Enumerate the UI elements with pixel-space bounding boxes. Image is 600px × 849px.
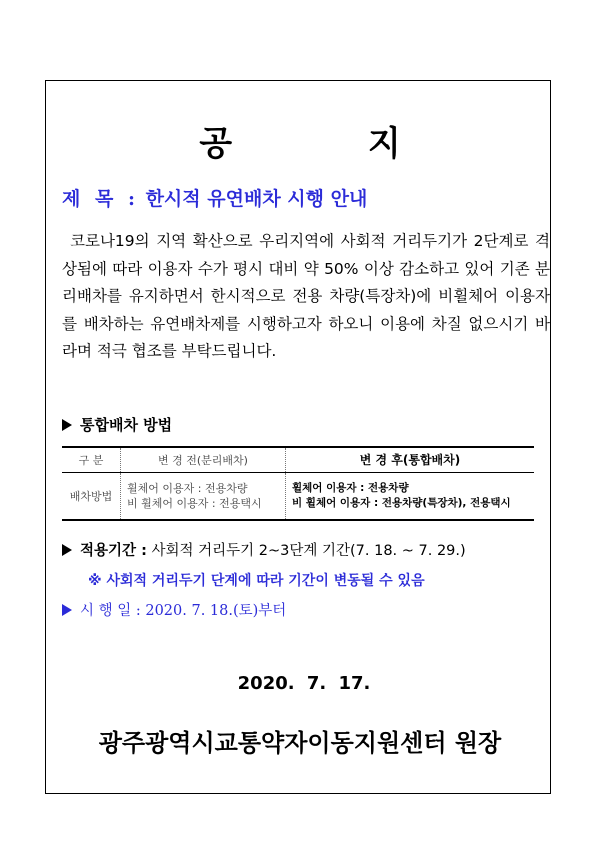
subject-label: 제 목 : [62,188,139,210]
header-before: 변 경 전(분리배차) [121,447,286,473]
before-line-1: 휠체어 이용자 : 전용차량 [127,482,248,495]
after-line-2: 비 휠체어 이용자 : 전용차량(특장차), 전용택시 [292,497,511,509]
after-line-1: 휠체어 이용자 : 전용차량 [292,482,409,494]
issue-date: 2020. 7. 17. [237,673,371,694]
notice-body [62,228,550,366]
triangle-bullet-icon [62,419,72,431]
subject-line [62,186,542,212]
subject-text: 한시적 유연배차 시행 안내 [145,188,368,210]
dispatch-method-table [62,446,534,521]
header-category: 구 분 [62,447,121,473]
effective-date [62,600,286,622]
cell-before [121,473,286,521]
header-after: 변 경 후(통합배차) [286,447,535,473]
before-line-2: 비 휠체어 이용자 : 전용택시 [127,497,262,510]
notice-title: 공 지 [199,124,463,164]
triangle-bullet-icon [62,604,72,616]
effective-label: 시 행 일 : [80,603,141,619]
notice-body-text: 코로나19의 지역 확산으로 우리지역에 사회적 거리두기가 2단계로 격상됨에 따라 이용자 수가 평시 대비 약 50% 이상 감소하고 있어 기존 분리배차를 유지하면서 한시적으로 전용 차량(특장차)에 비휠체어 이용자를 배차하는 유연배차제를 시행하고자 하오니 이용에 차질 없으시기 바라며 적극 협조를 부탁드립니다. [62,232,550,361]
table-header-row [62,447,534,473]
triangle-bullet-icon [62,544,72,556]
application-period [62,540,466,562]
period-text: 사회적 거리두기 2~3단계 기간(7. 18. ~ 7. 29.) [151,543,466,559]
section-heading-text: 통합배차 방법 [80,416,173,434]
section-heading [62,415,172,435]
cell-after [286,473,535,521]
period-label: 적용기간 : [80,543,147,559]
signature: 광주광역시교통약자이동지원센터 원장 [98,729,502,757]
period-note: ※ 사회적 거리두기 단계에 따라 기간이 변동될 수 있음 [88,573,425,589]
effective-text: 2020. 7. 18.(토)부터 [145,603,287,619]
cell-category: 배차방법 [62,473,121,521]
table-row [62,473,534,521]
